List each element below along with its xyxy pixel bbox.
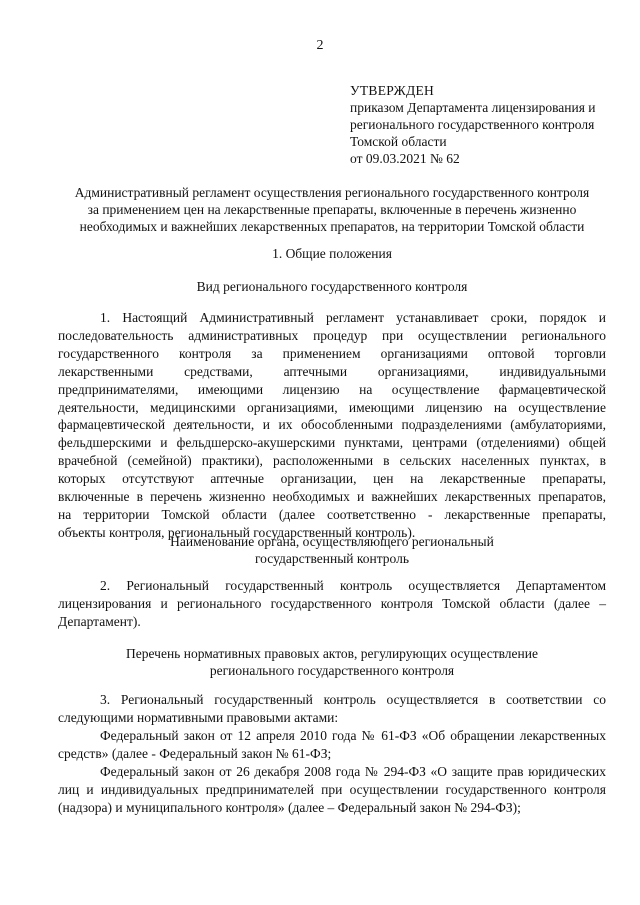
text-line: лиц и индивидуальных предпринимателей при осуществлении государственного контроля [58, 781, 606, 797]
text-line: (надзора) и муниципального контроля» (далее – Федеральный закон № 294-ФЗ); [58, 799, 521, 815]
subheading-control-type: Вид регионального государственного контроля [196, 279, 468, 294]
text-line: 1. Настоящий Административный регламент устанавливает сроки, порядок и [100, 310, 606, 325]
text-line: средств» (далее - Федеральный закон № 61-ФЗ; [58, 745, 332, 761]
paragraph-3 [58, 691, 606, 727]
text-line: фельдшерскими и фельдшерско-акушерскими пунктами, центрами (отделениями) общей [58, 435, 606, 451]
text-line: Федеральный закон от 26 декабря 2008 года № 294-ФЗ «О защите прав юридических [100, 764, 606, 779]
text-line: следующими нормативными правовыми актами: [58, 709, 339, 725]
text-line: деятельности, медицинскими организациями, имеющими лицензию на осуществление [58, 399, 606, 415]
text-line: последовательность административных процедур при осуществлении регионального [58, 327, 606, 343]
text-line: 2. Региональный государственный контроль осуществляется Департаментом [100, 578, 606, 593]
text-line: на территории Томской области (далее соответственно - лекарственные препараты, [58, 506, 606, 522]
paragraph-1 [58, 309, 606, 542]
title-line: необходимых и важнейших лекарственных препаратов, на территории Томской области [79, 219, 585, 234]
text-line: фармацевтической деятельности, и их обособленными подразделениями (амбулаториями, [58, 417, 606, 433]
approval-line: от 09.03.2021 № 62 [350, 151, 460, 166]
text-line: врачебной (семейной) практики), расположенными в сельских населенных пунктах, в [58, 453, 606, 469]
title-line: за применением цен на лекарственные препараты, включенные в перечень жизненно [87, 202, 577, 217]
page-number: 2 [316, 38, 324, 53]
approval-heading: УТВЕРЖДЕН [350, 83, 435, 98]
paragraph-2 [58, 577, 606, 631]
approval-line: приказом Департамента лицензирования и [350, 100, 596, 115]
section-heading: 1. Общие положения [272, 246, 392, 261]
subheading-line: Наименование органа, осуществляющего региональный [170, 534, 494, 549]
law-item-61fz [58, 727, 606, 763]
text-line: лицензирования и регионального государственного контроля Томской области (далее – [58, 595, 606, 611]
subheading-line: государственный контроль [254, 551, 410, 566]
document-title [58, 184, 606, 235]
approval-line: Томской области [350, 134, 447, 149]
approval-line: регионального государственного контроля [350, 117, 595, 132]
text-line: лекарственными средствами, аптечными организациями, индивидуальными [58, 363, 606, 379]
text-line: Федеральный закон от 12 апреля 2010 года № 61-ФЗ «Об обращении лекарственных [100, 728, 606, 743]
text-line: государственного контроля за применением организациями оптовой торговли [58, 345, 606, 361]
text-line: которых отсутствуют аптечные организации, цен на лекарственные препараты, [58, 471, 606, 487]
title-line: Административный регламент осуществления регионального государственного контроля [74, 185, 590, 200]
text-line: включенные в перечень жизненно необходимых и важнейших лекарственных препаратов, [58, 489, 606, 505]
subheading-body [58, 533, 606, 567]
text-line: Департамент). [58, 613, 141, 629]
text-line: объекты контроля, региональный государственный контроль). [58, 524, 416, 540]
subheading-acts [58, 645, 606, 679]
text-line: предпринимателями, имеющими лицензию на осуществление фармацевтической [58, 381, 606, 397]
subheading-line: Перечень нормативных правовых актов, регулирующих осуществление [126, 646, 538, 661]
subheading-line: регионального государственного контроля [209, 663, 455, 678]
law-item-294fz [58, 763, 606, 817]
text-line: 3. Региональный государственный контроль осуществляется в соответствии со [100, 692, 606, 707]
approval-stamp-block [350, 82, 625, 167]
